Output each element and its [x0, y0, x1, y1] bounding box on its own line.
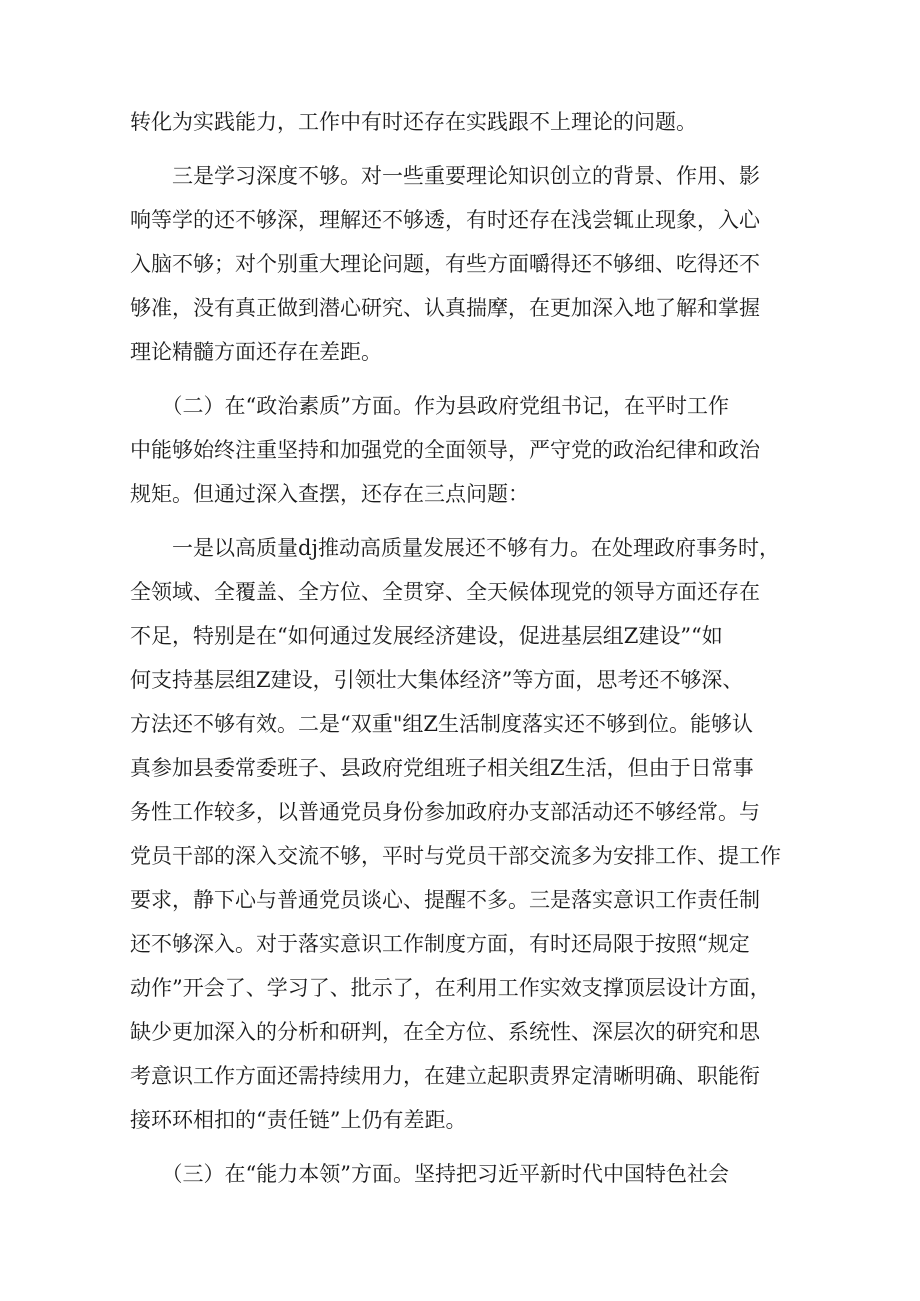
paragraph	[130, 384, 794, 516]
paragraph-spacer	[130, 516, 794, 526]
text-line: 党员干部的深入交流不够，平时与党员干部交流多为安排工作、提工作	[130, 844, 781, 868]
text-line: 一是以高质量dj推动高质量发展还不够有力。在处理政府事务时，	[130, 536, 780, 560]
text-line: 不足，特别是在“如何通过发展经济建设，促进基层组Z建设”“如	[130, 624, 723, 648]
paragraph-spacer	[130, 144, 794, 154]
text-line: 方法还不够有效。二是“双重"组Z生活制度落实还不够到位。能够认	[130, 712, 753, 736]
paragraph	[130, 154, 794, 374]
text-line: 中能够始终注重坚持和加强党的全面领导，严守党的政治纪律和政治	[130, 438, 760, 462]
paragraph-spacer	[130, 1142, 794, 1152]
text-line: 接环环相扣的“责任链”上仍有差距。	[130, 1108, 467, 1132]
text-line: 三是学习深度不够。对一些重要理论知识创立的背景、作用、影	[130, 164, 760, 188]
paragraph-spacer	[130, 374, 794, 384]
text-line: 缺少更加深入的分析和研判，在全方位、系统性、深层次的研究和思	[130, 1020, 760, 1044]
paragraph	[130, 526, 794, 1142]
text-line: 入脑不够；对个别重大理论问题，有些方面嚼得还不够细、吃得还不	[130, 252, 760, 276]
text-line: 要求，静下心与普通党员谈心、提醒不多。三是落实意识工作责任制	[130, 888, 760, 912]
text-line: （三）在“能力本领”方面。坚持把习近平新时代中国特色社会	[130, 1162, 729, 1186]
text-line: 转化为实践能力，工作中有时还存在实践跟不上理论的问题。	[130, 110, 697, 134]
text-line: 规矩。但通过深入查摆，还存在三点问题：	[130, 482, 529, 506]
text-line: 真参加县委常委班子、县政府党组班子相关组Z生活，但由于日常事	[130, 756, 754, 780]
paragraph	[130, 1152, 794, 1196]
text-line: 动作”开会了、学习了、批示了，在利用工作实效支撑顶层设计方面，	[130, 976, 771, 1000]
text-line: 考意识工作方面还需持续用力，在建立起职责界定清晰明确、职能衔	[130, 1064, 760, 1088]
paragraph	[130, 100, 794, 144]
text-line: 理论精髓方面还存在差距。	[130, 340, 382, 364]
text-line: （二）在“政治素质”方面。作为县政府党组书记，在平时工作	[130, 394, 729, 418]
text-line: 何支持基层组Z建设，引领壮大集体经济”等方面，思考还不够深、	[130, 668, 744, 692]
text-line: 响等学的还不够深，理解还不够透，有时还存在浅尝辄止现象，入心	[130, 208, 760, 232]
text-line: 还不够深入。对于落实意识工作制度方面，有时还局限于按照“规定	[130, 932, 750, 956]
text-line: 务性工作较多，以普通党员身份参加政府办支部活动还不够经常。与	[130, 800, 760, 824]
text-line: 够准，没有真正做到潜心研究、认真揣摩，在更加深入地了解和掌握	[130, 296, 760, 320]
body-text	[130, 100, 794, 1196]
text-line: 全领域、全覆盖、全方位、全贯穿、全天候体现党的领导方面还存在	[130, 580, 760, 604]
